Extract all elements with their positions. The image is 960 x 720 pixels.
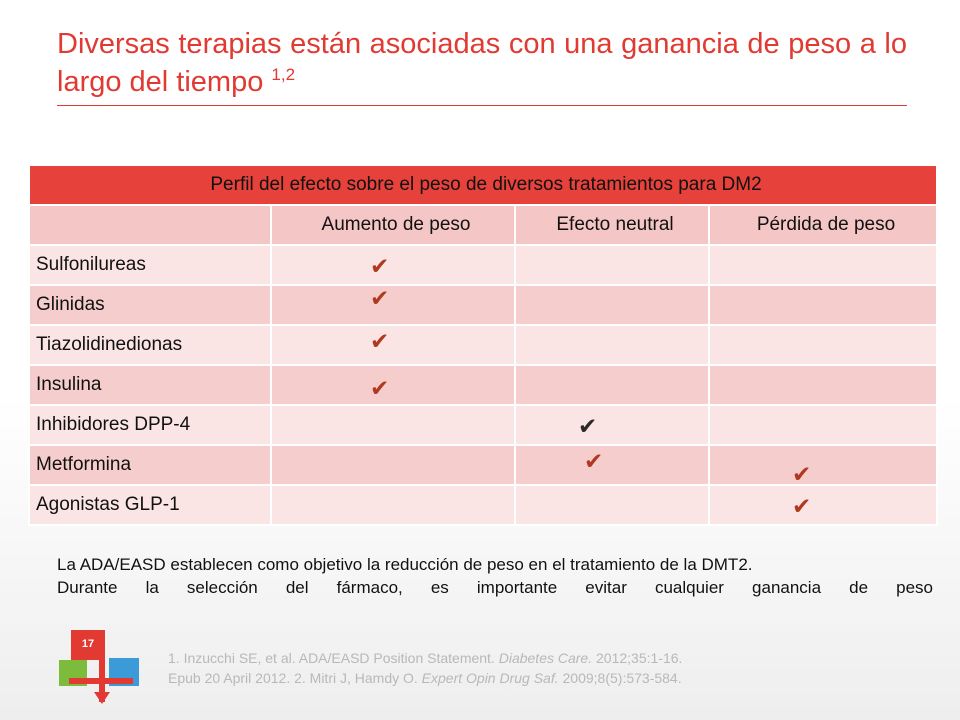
table-caption: Perfil del efecto sobre el peso de diversos tratamientos para DM2 [29, 165, 937, 205]
cell-perdida [709, 245, 937, 285]
drug-name: Insulina [29, 365, 271, 405]
cell-perdida [709, 445, 937, 488]
ref1-suffix: 2012;35:1-16. [596, 650, 683, 666]
ref1-epub: Epub 20 April 2012. 2. Mitri J, Hamdy O. [168, 670, 418, 686]
note-line-1: La ADA/EASD establecen como objetivo la reducción de peso en el tratamiento de la DMT2. [57, 555, 753, 574]
cell-aumento [271, 285, 515, 325]
drug-name: Agonistas GLP-1 [29, 485, 271, 525]
page-number: 17 [81, 638, 95, 650]
check-icon: ✔ [370, 329, 390, 355]
references [168, 648, 928, 688]
cell-aumento [271, 365, 515, 405]
title-divider [57, 105, 907, 106]
table-row [29, 285, 937, 325]
drug-name: Metformina [29, 445, 271, 485]
cell-neutral [515, 365, 709, 405]
logo-arrow-icon [94, 692, 110, 704]
check-icon: ✔ [584, 449, 604, 475]
cell-neutral [515, 325, 709, 365]
logo-horizontal-bar [69, 678, 133, 684]
ref2-journal: Expert Opin Drug Saf. [421, 670, 559, 686]
slide-title [57, 25, 907, 101]
cell-aumento [271, 325, 515, 365]
cell-neutral [515, 245, 709, 285]
cell-neutral [515, 405, 709, 445]
cell-neutral [515, 285, 709, 325]
cell-perdida [709, 325, 937, 365]
table-caption-row [29, 165, 937, 205]
cell-aumento [271, 245, 515, 285]
drug-name: Inhibidores DPP-4 [29, 405, 271, 445]
check-icon: ✔ [370, 376, 390, 402]
table-row [29, 445, 937, 485]
check-icon: ✔ [792, 494, 812, 520]
drug-name: Tiazolidinedionas [29, 325, 271, 365]
table-row [29, 365, 937, 405]
ref1-journal: Diabetes Care. [498, 650, 593, 666]
cell-aumento [271, 485, 515, 525]
cell-perdida [709, 285, 937, 325]
cell-neutral [515, 485, 709, 525]
ref2-suffix: 2009;8(5):573-584. [562, 670, 682, 686]
slide-title-text: Diversas terapias están asociadas con una ganancia de peso a lo largo del tiempo [57, 28, 907, 98]
cell-aumento [271, 405, 515, 445]
notes-block [57, 553, 933, 599]
company-logo [57, 630, 147, 706]
ref1-prefix: 1. Inzucchi SE, et al. ADA/EASD Position Statement. [168, 650, 495, 666]
drug-name: Glinidas [29, 285, 271, 325]
cell-perdida [709, 365, 937, 405]
column-header-aumento: Aumento de peso [271, 205, 515, 245]
column-header-perdida: Pérdida de peso [709, 205, 937, 245]
title-superscript: 1,2 [271, 65, 296, 84]
table-row [29, 485, 937, 525]
check-icon: ✔ [370, 254, 390, 280]
column-header-neutral: Efecto neutral [515, 205, 709, 245]
column-header-empty [29, 205, 271, 245]
table-row [29, 325, 937, 365]
note-line-2: Durante la selección del fármaco, es importante evitar cualquier ganancia de peso [57, 578, 933, 597]
check-icon: ✔ [370, 286, 390, 312]
check-icon: ✔ [792, 462, 812, 488]
cell-aumento [271, 445, 515, 485]
cell-perdida [709, 405, 937, 445]
cell-perdida [709, 485, 937, 525]
table-row [29, 245, 937, 285]
check-icon: ✔ [578, 414, 598, 440]
drug-name: Sulfonilureas [29, 245, 271, 285]
weight-effect-table [28, 164, 938, 526]
table-header-row [29, 205, 937, 245]
table-row [29, 405, 937, 445]
cell-neutral [515, 445, 709, 485]
